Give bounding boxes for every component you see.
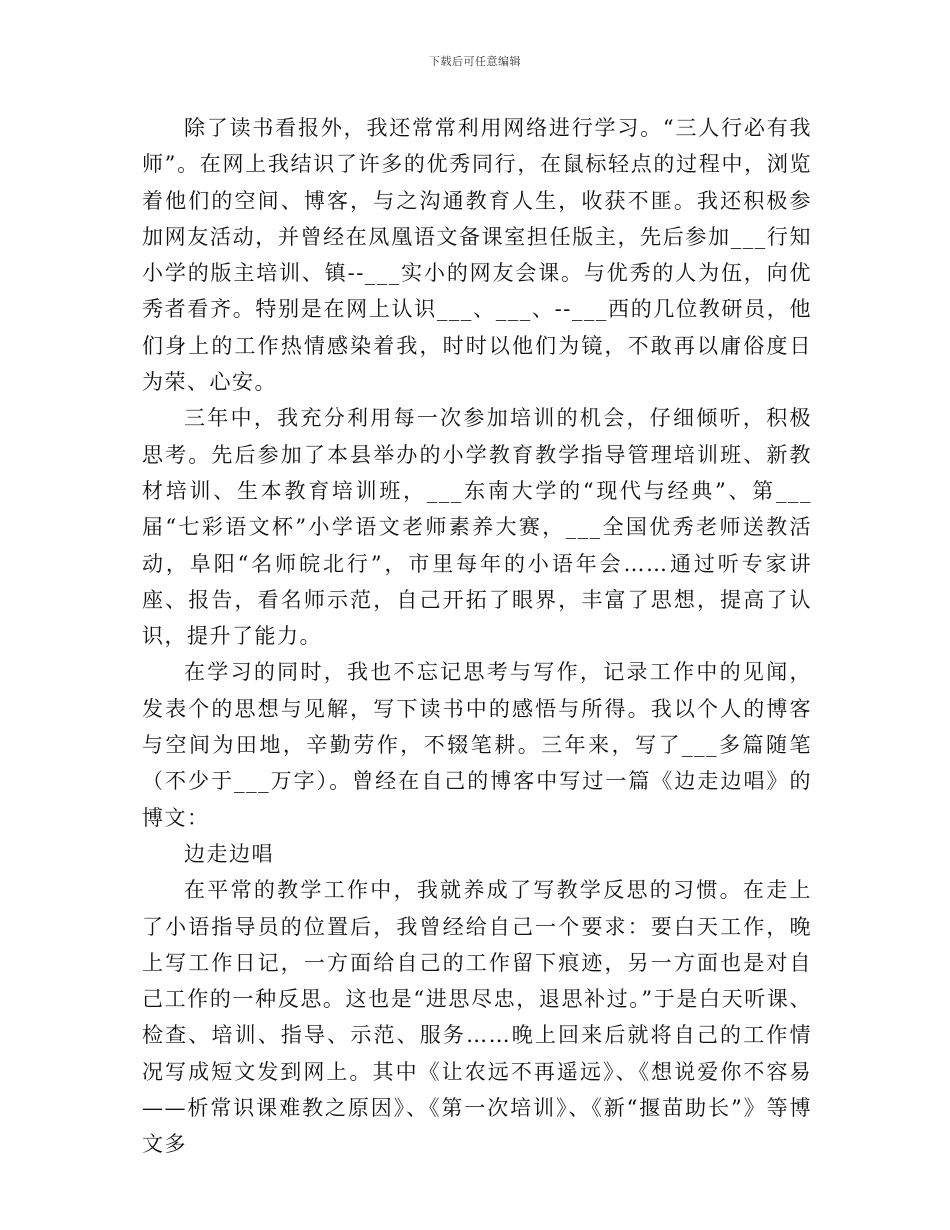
paragraph-teaching-reflection: 在平常的教学工作中，我就养成了写教学反思的习惯。在走上了小语指导员的位置后，我曾经给自己一个要求：要白天工作，晚上写工作日记，一方面给自己的工作留下痕迹，另一方面也是对自己工作的一种反思。这也是“进思尽忠，退思补过。”于是白天听课、检查、培训、指导、示范、服务……晚上回来后就将自己的工作情况写成短文发到网上。其中《让农远不再遥远》、《想说爱你不容易——析常识课难教之原因》、《第一次培训》、《新“揠苗助长”》等博文多: [142, 878, 812, 1157]
paragraph-writing: 在学习的同时，我也不忘记思考与写作，记录工作中的见闻，发表个的思想与见解，写下读书中的感悟与所得。我以个人的博客与空间为田地，辛勤劳作，不辍笔耕。三年来，写了___多篇随笔（不少于___万字）。曾经在自己的博客中写过一篇《边走边唱》的博文：: [142, 660, 812, 830]
document-body: [142, 110, 812, 1163]
section-title-bian-zou-bian-chang: 边走边唱: [184, 841, 274, 866]
page-header: 下载后可任意编辑: [429, 55, 521, 68]
paragraph-training: 三年中，我充分利用每一次参加培训的机会，仔细倾听，积极思考。先后参加了本县举办的小学教育教学指导管理培训班、新教材培训、生本教育培训班，___东南大学的“现代与经典”、第___届“七彩语文杯”小学语文老师素养大赛，___全国优秀老师送教活动，阜阳“名师皖北行”，市里每年的小语年会……通过听专家讲座、报告，看名师示范，自己开拓了眼界，丰富了思想，提高了认识，提升了能力。: [142, 406, 812, 649]
paragraph-online-learning: 除了读书看报外，我还常常利用网络进行学习。“三人行必有我师”。在网上我结识了许多的优秀同行，在鼠标轻点的过程中，浏览着他们的空间、博客，与之沟通教育人生，收获不匪。我还积极参加网友活动，并曾经在凤凰语文备课室担任版主，先后参加___行知小学的版主培训、镇--___实小的网友会课。与优秀的人为伍，向优秀者看齐。特别是在网上认识___、___、--___西的几位教研员，他们身上的工作热情感染着我，时时以他们为镜，不敢再以庸俗度日为荣、心安。: [142, 116, 812, 395]
